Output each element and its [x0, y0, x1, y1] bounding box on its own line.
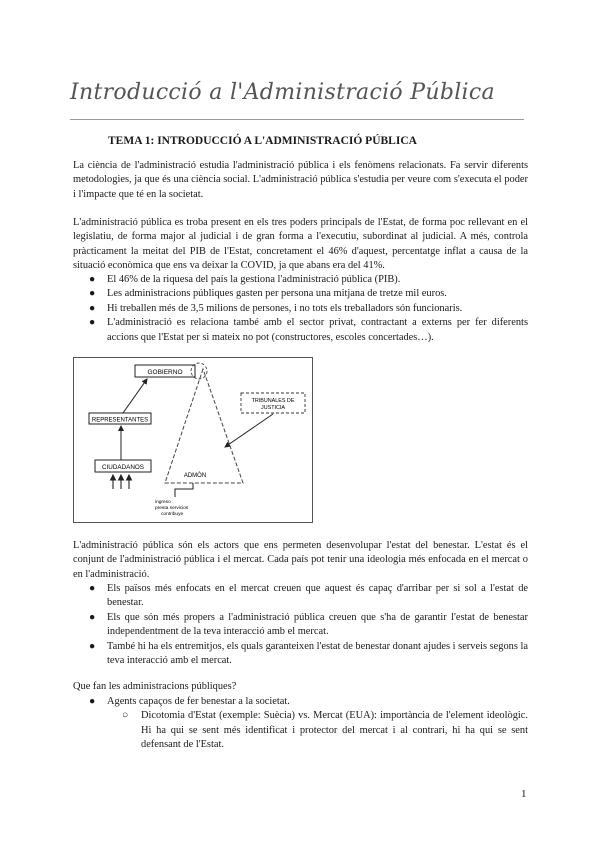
bullet-icon: ● — [89, 696, 96, 707]
paragraph-powers: L'administració pública es troba present en els tres poders principals de l'Estat, de forma poc rellevant en el legislatiu, de forma major al judicial i de gran forma a l'executiu, subordinat al judicial. A més, controla pràcticament la meitat del PIB de l'Estat, concretament el 46% d'aquest, percentatge inflat a causa de la situació econòmica que ens va deixar la COVID, ja que abans era del 41%. — [73, 217, 528, 272]
bullet-icon: ● — [89, 288, 96, 300]
ciudadanos-label: CIUDADANOS — [102, 464, 144, 471]
section-heading: TEMA 1: INTRODUCCIÓ A L'ADMINISTRACIÓ PÚBLICA — [108, 135, 417, 147]
ideology-list — [73, 582, 528, 668]
note-line1: ingreso — [155, 500, 171, 505]
list-item: ● Agents capaços de fer benestar a la societat. ○ Dicotomia d'Estat (exemple: Suècia) vs. Mercat (EUA): importància de l'element ideològic. Hi ha qui se sent més identificat i protector del mercat i al contrari, hi ha qui se sent defensant de l'Estat. — [73, 695, 528, 753]
paragraph-intro: La ciència de l'administració estudia l'administració pública i els fenòmens relacionats. Fa servir diferents metodologies, ja que és una ciència social. L'administració pública s'estudia per veure com s'executa el poder i l'impacte que té en la societat. — [73, 160, 528, 200]
page-number: 1 — [521, 788, 527, 800]
document-header-title: Introducció a l'Administració Pública — [70, 80, 495, 105]
list-item: ● Els que són més propers a l'administració pública creuen que s'ha de garantir l'estat de benestar independentment de la teva interacció amb el mercat. — [89, 611, 528, 638]
bullet-icon: ● — [89, 583, 96, 594]
bullet-icon: ● — [89, 317, 96, 329]
gobierno-label: GOBIERNO — [147, 369, 183, 376]
functions-list — [73, 695, 528, 753]
facts-list — [73, 273, 528, 345]
note-line3: contribuye — [161, 512, 184, 517]
bullet-icon: ● — [89, 611, 96, 623]
bullet-icon: ● — [89, 274, 96, 285]
paragraph-welfare-state: L'administració pública són els actors que ens permeten desenvolupar l'estat del benestar. L'estat és el conjunt de l'administració pública i el mercat. Cada país pot tenir una ideologia més enfocada en el mercat o en l'administració. — [73, 540, 528, 580]
representantes-label: REPRESENTANTES — [91, 417, 149, 424]
arrow-representatives-to-government — [123, 379, 147, 413]
list-item: ● També hi ha els entremitjos, els quals garanteixen l'estat de benestar donant ajudes i serveis segons la teva interacció amb el mercat. — [89, 640, 528, 667]
header-divider — [70, 119, 524, 120]
list-item: ● Hi treballen més de 3,5 milions de persones, i no tots els treballadors són funcionaris. — [73, 302, 528, 316]
diagram-frame — [74, 358, 313, 523]
list-item: ● El 46% de la riquesa del país la gestiona l'administració pública (PIB). — [73, 273, 528, 287]
sub-bullet-icon: ○ — [122, 710, 129, 722]
diagram-triangle — [165, 369, 243, 483]
connector-admon — [175, 483, 193, 497]
tribunales-label-line1: TRIBUNALES DE — [251, 398, 295, 404]
note-line2: presta servicios — [155, 506, 189, 511]
admon-label: ADMÓN — [183, 473, 207, 479]
bullet-icon: ● — [89, 302, 96, 314]
list-item: ● Les administracions públiques gasten per persona una mitjana de tretze mil euros. — [73, 287, 528, 301]
bullet-icon: ● — [89, 640, 96, 652]
list-item: ● L'administració es relaciona també amb el sector privat, contractant a externs per fer diferents accions que l'Estat per si mateix no pot (constructores, escoles concertades…). — [89, 317, 528, 343]
state-powers-diagram — [73, 357, 313, 523]
sub-list-item: ○ Dicotomia d'Estat (exemple: Suècia) vs. Mercat (EUA): importància de l'element ideològic. Hi ha qui se sent més identificat i protector del mercat i al contrari, hi ha qui se sent defensant de l'Estat. — [122, 710, 528, 751]
sub-list — [107, 709, 528, 752]
tribunales-label-line2: JUSTICIA — [261, 405, 285, 411]
list-item: ● Els països més enfocats en el mercat creuen que aquest és capaç d'arribar per si sol a l'estat de benestar. — [89, 583, 528, 609]
arrow-tribunales-to-admon — [225, 414, 273, 447]
paragraph-question: Que fan les administracions públiques? — [73, 681, 237, 692]
